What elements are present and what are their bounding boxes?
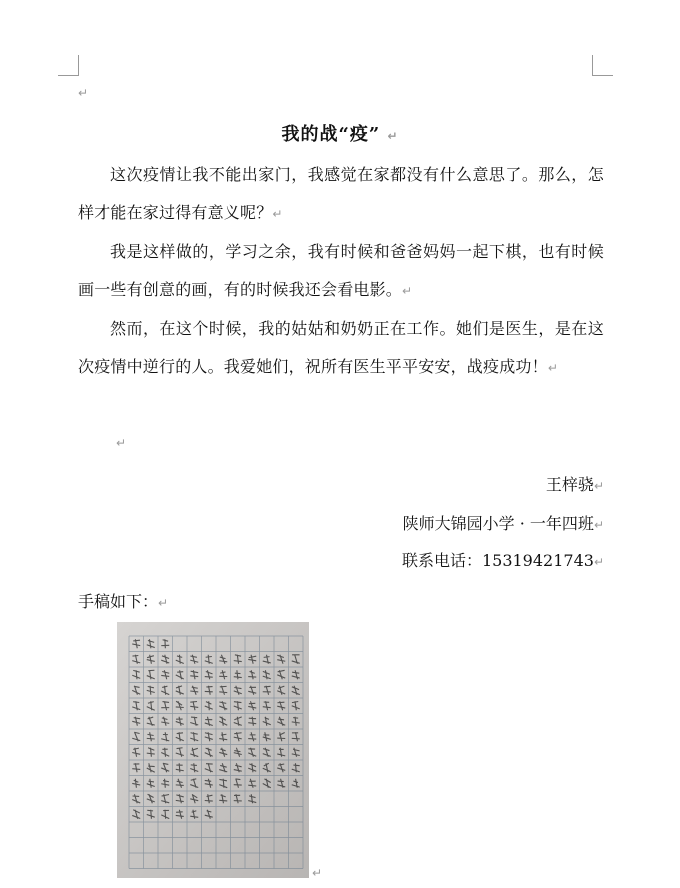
manuscript-photo bbox=[117, 622, 309, 878]
paragraph-mark-icon: ↵ bbox=[78, 86, 89, 100]
paragraph-text: 我是这样做的，学习之余，我有时候和爸爸妈妈一起下棋，也有时候画一些有创意的画，有的时候我还会看电影。 bbox=[78, 242, 604, 299]
author-name: 王梓骁↵ bbox=[545, 475, 604, 494]
paragraph-text: 这次疫情让我不能出家门，我感觉在家都没有什么意思了。那么，怎样才能在家过得有意义呢？ bbox=[78, 165, 604, 222]
phone-label: 联系电话： bbox=[401, 551, 482, 570]
title-text: 我的战“疫” bbox=[281, 124, 381, 145]
page-corner-top-left bbox=[58, 55, 79, 76]
paragraph-mark-icon: ↵ bbox=[158, 596, 169, 610]
handwritten-manuscript-image bbox=[117, 622, 309, 878]
document-title bbox=[0, 120, 680, 146]
author-school: 陕师大锦园小学 · 一年四班↵ bbox=[402, 514, 604, 533]
paragraph bbox=[78, 233, 604, 310]
paragraph-mark-icon: ↵ bbox=[272, 207, 283, 221]
paragraph-mark-icon: ↵ bbox=[116, 436, 127, 450]
paragraph-mark-icon: ↵ bbox=[593, 518, 604, 532]
paragraph-mark-icon: ↵ bbox=[312, 866, 323, 880]
paragraph-text: 然而，在这个时候，我的姑姑和奶奶正在工作。她们是医生，是在这次疫情中逆行的人。我爱她们，祝所有医生平平安安，战疫成功！ bbox=[78, 319, 604, 376]
paragraph-mark-icon: ↵ bbox=[402, 284, 413, 298]
author-phone bbox=[402, 548, 604, 571]
manuscript-label: 手稿如下：↵ bbox=[78, 592, 169, 611]
paragraph-mark-icon: ↵ bbox=[547, 361, 559, 375]
paragraph bbox=[78, 156, 604, 233]
phone-number: 15319421743 bbox=[481, 551, 594, 570]
document-body bbox=[78, 156, 604, 387]
paragraph-mark-icon: ↵ bbox=[387, 129, 399, 143]
paragraph-mark-icon: ↵ bbox=[593, 479, 604, 493]
page-corner-top-right bbox=[592, 55, 613, 76]
paragraph-mark-icon: ↵ bbox=[593, 555, 604, 569]
paragraph bbox=[78, 310, 604, 387]
